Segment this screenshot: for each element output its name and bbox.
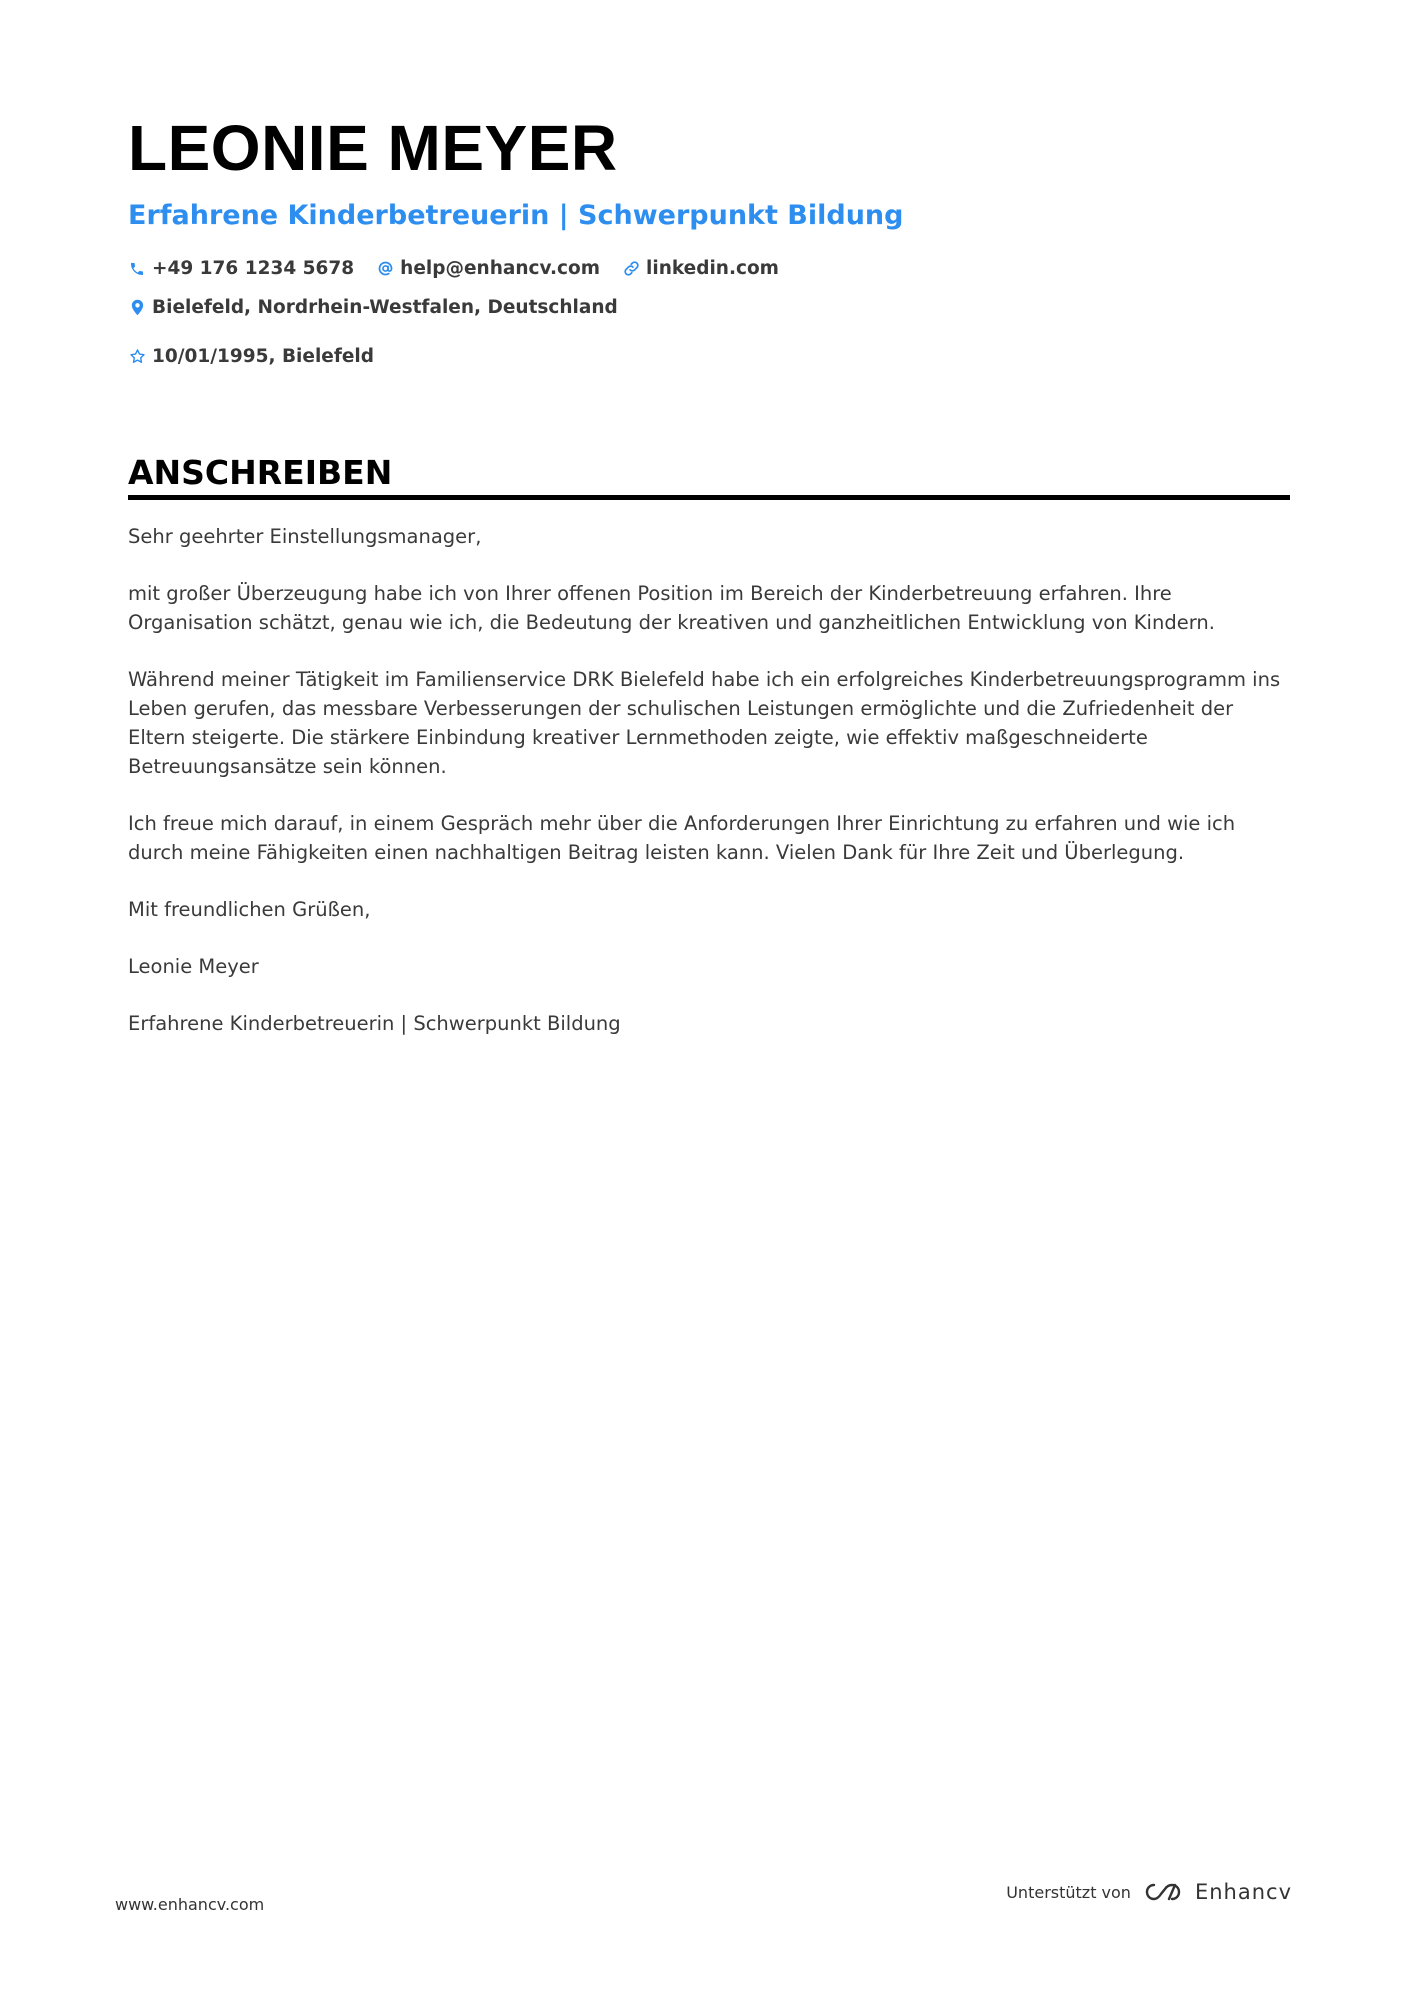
brand-name: Enhancv (1194, 1880, 1292, 1904)
letter-paragraph-2: Während meiner Tätigkeit im Familienservice DRK Bielefeld habe ich ein erfolgreiches Kinderbetreuungsprogramm ins Leben gerufen, das messbare Verbesserungen der schulischen Leistungen ermöglichte und die Zufriedenheit der Eltern steigerte. Die stärkere Einbindung kreativer Lernmethoden zeigte, wie effektiv maßgeschneiderte Betreuungsansätze sein können. (128, 668, 1281, 778)
letter-body (128, 522, 1290, 1038)
contact-birth (128, 342, 374, 371)
contact-birth-text: 10/01/1995, Bielefeld (152, 346, 375, 367)
powered-by-label: Unterstützt von (1006, 1882, 1131, 1902)
enhancv-logo (1143, 1880, 1292, 1904)
contact-email[interactable] (376, 254, 600, 283)
candidate-subtitle: Erfahrene Kinderbetreuerin | Schwerpunkt Bildung (128, 200, 904, 231)
footer-website[interactable]: www.enhancv.com (115, 1895, 265, 1914)
footer-branding[interactable] (1006, 1880, 1292, 1904)
contact-location-text: Bielefeld, Nordrhein-Westfalen, Deutschland (152, 297, 618, 318)
location-pin-icon (128, 299, 146, 317)
star-icon (128, 348, 146, 366)
section-title-anschreiben: ANSCHREIBEN (128, 453, 1290, 500)
letter-paragraph-3: Ich freue mich darauf, in einem Gespräch mehr über die Anforderungen Ihrer Einrichtung zu erfahren und wie ich durch meine Fähigkeiten einen nachhaltigen Beitrag leisten kann. Vielen Dank für Ihre Zeit und Überlegung. (128, 812, 1236, 864)
letter-signature-name: Leonie Meyer (128, 955, 259, 978)
letter-signature-title: Erfahrene Kinderbetreuerin | Schwerpunkt Bildung (128, 1012, 621, 1035)
letter-closing: Mit freundlichen Grüßen, (128, 898, 371, 921)
cover-letter-page (128, 108, 1290, 1066)
contact-linkedin-text: linkedin.com (646, 258, 779, 279)
at-icon (376, 260, 394, 278)
contact-location (128, 293, 618, 322)
letter-greeting: Sehr geehrter Einstellungsmanager, (128, 525, 482, 548)
contact-phone-text: +49 176 1234 5678 (152, 258, 355, 279)
contact-linkedin[interactable] (622, 254, 779, 283)
enhancv-logo-icon (1143, 1880, 1187, 1904)
link-icon (622, 260, 640, 278)
letter-paragraph-1: mit großer Überzeugung habe ich von Ihrer offenen Position im Bereich der Kinderbetreuung erfahren. Ihre Organisation schätzt, genau wie ich, die Bedeutung der kreativen und ganzheitlichen Entwicklung von Kindern. (128, 582, 1215, 634)
contact-list (128, 254, 1290, 371)
contact-phone[interactable] (128, 254, 354, 283)
candidate-name: LEONIE MEYER (128, 112, 618, 184)
contact-email-text: help@enhancv.com (400, 258, 601, 279)
phone-icon (128, 260, 146, 278)
